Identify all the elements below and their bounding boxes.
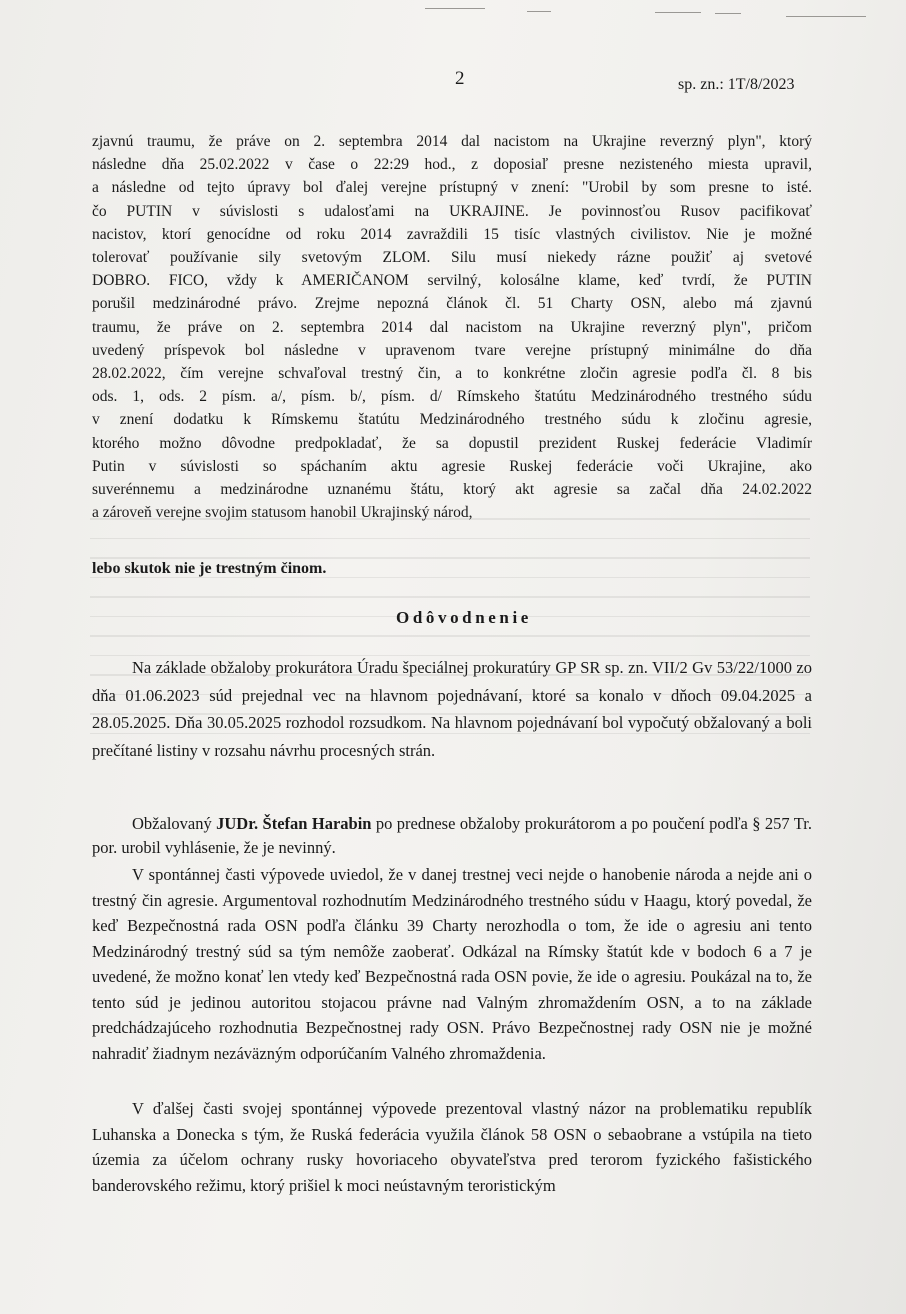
reasoning-paragraph-2: [92, 812, 812, 860]
paragraph-text-before: Obžalovaný: [132, 814, 217, 833]
text-line: v znení dodatku k Rímskemu štatútu Medzinárodného trestného súdu k zločinu agresie,: [92, 411, 812, 429]
text-line: zjavnú traumu, že práve on 2. septembra 2014 dal nacistom na Ukrajine reverzný plyn", ktorý: [92, 133, 812, 150]
paragraph-text: V ďalšej časti svojej spontánnej výpovede prezentoval vlastný názor na problematiku republík Luhanska a Donecka s tým, že Ruská federácia využila článok 58 OSN o sebaobrane a vstúpila na tieto územia za účelom ochrany rusky hovoriaceho obyvateľstva pred terorom fyzického fašistického banderovského režimu, ktorý prišiel k moci neústavným teroristickým: [92, 1099, 812, 1195]
text-line: DOBRO. FICO, vždy k AMERIČANOM servilný, kolosálne klame, keď tvrdí, že PUTIN: [92, 272, 812, 290]
reasoning-paragraph-1: [92, 654, 812, 764]
text-line: následne dňa 25.02.2022 v čase o 22:29 hod., z doposiaľ presne nezisteného miesta upravil,: [92, 156, 812, 174]
text-line: porušil medzinárodné právo. Zrejme nepozná článok čl. 51 Charty OSN, alebo má zjavnú: [92, 295, 812, 313]
text-line: tolerovať používanie sily svetovým ZLOM. Silu musí niekedy rázne použiť aj svetové: [92, 249, 812, 267]
text-line: uvedený príspevok bol následne v upravenom tvare verejne prístupný minimálne do dňa: [92, 341, 812, 359]
text-line: ods. 1, ods. 2 písm. a/, písm. b/, písm. d/ Rímskeho štatútu Medzinárodného trestného súdu: [92, 388, 812, 406]
scan-marks: [0, 6, 906, 20]
text-line: nacistov, ktorí genocídne od roku 2014 zavraždili 15 tisíc vlastných civilistov. Nie je možné: [92, 225, 812, 243]
text-line: traumu, že práve on 2. septembra 2014 dal nacistom na Ukrajine reverzný plyn", pričom: [92, 318, 812, 336]
verdict-paragraph: [92, 130, 812, 524]
paragraph-text: Na základe obžaloby prokurátora Úradu špeciálnej prokuratúry GP SR sp. zn. VII/2 Gv 53/22/1000 zo dňa 01.06.2023 súd prejednal vec na hlavnom pojednávaní, ktoré sa konalo v dňoch 09.04.2025 a 28.05.2025. Dňa 30.05.2025 rozhodol rozsudkom. Na hlavnom pojednávaní bol vypočutý obžalovaný a boli prečítané listiny v rozsahu návrhu procesných strán.: [92, 658, 812, 760]
text-line: čo PUTIN v súvislosti s udalosťami na UKRAJINE. Je povinnosťou Rusov pacifikovať: [92, 202, 812, 220]
text-line: a následne od tejto úpravy bol ďalej verejne prístupný v znení: "Urobil by som presne to isté.: [92, 179, 812, 197]
verdict-statement: lebo skutok nie je trestným činom.: [92, 560, 327, 577]
case-reference: sp. zn.: 1T/8/2023: [678, 76, 795, 93]
text-line: 28.02.2022, čím verejne schvaľoval trestný čin, a to konkrétne zločin agresie podľa čl. 8 bis: [92, 365, 812, 383]
text-line: suverénnemu a medzinárodne uznanému štátu, ktorý akt agresie sa začal dňa 24.02.2022: [92, 481, 812, 499]
reasoning-paragraph-3: [92, 862, 812, 1066]
text-line: ktorého možno dôvodne predpokladať, že sa dopustil prezident Ruskej federácie Vladimír: [92, 434, 812, 452]
section-title: Odôvodnenie: [396, 608, 532, 627]
page-number: 2: [455, 68, 465, 89]
text-line: a zároveň verejne svojim statusom hanobil Ukrajinský národ,: [92, 504, 473, 522]
text-line: Putin v súvislosti so spáchaním aktu agresie Ruskej federácie voči Ukrajine, ako: [92, 457, 812, 475]
defendant-name: JUDr. Štefan Harabin: [216, 814, 372, 833]
paragraph-text-after: po prednese obžaloby prokurátorom a po poučení podľa § 257 Tr. por. urobil vyhlásenie, že je nevinný.: [92, 814, 812, 857]
reasoning-paragraph-4: [92, 1096, 812, 1198]
paragraph-text: V spontánnej časti výpovede uviedol, že v danej trestnej veci nejde o hanobenie národa a nejde ani o trestný čin agresie. Argumentoval rozhodnutím Medzinárodného trestného súdu v Haagu, ktorý povedal, že keď Bezpečnostná rada OSN podľa článku 39 Charty nerozhodla o tom, že ide o agresiu ani tento Medzinárodný trestný súd sa tým nemôže zaoberať. Odkázal na Rímsky štatút kde v bodoch 6 a 7 je uvedené, že možno konať len vtedy keď Bezpečnostná rada OSN povie, že ide o agresiu. Poukázal na to, že tento súd je jedinou autoritou stojacou právne nad Valným zhromaždením OSN, a to na základe predchádzajúceho rozhodnutia Bezpečnostnej rady OSN. Právo Bezpečnostnej rady OSN nie je možné nahradiť žiadnym nezáväzným odporúčaním Valného zhromaždenia.: [92, 865, 812, 1063]
